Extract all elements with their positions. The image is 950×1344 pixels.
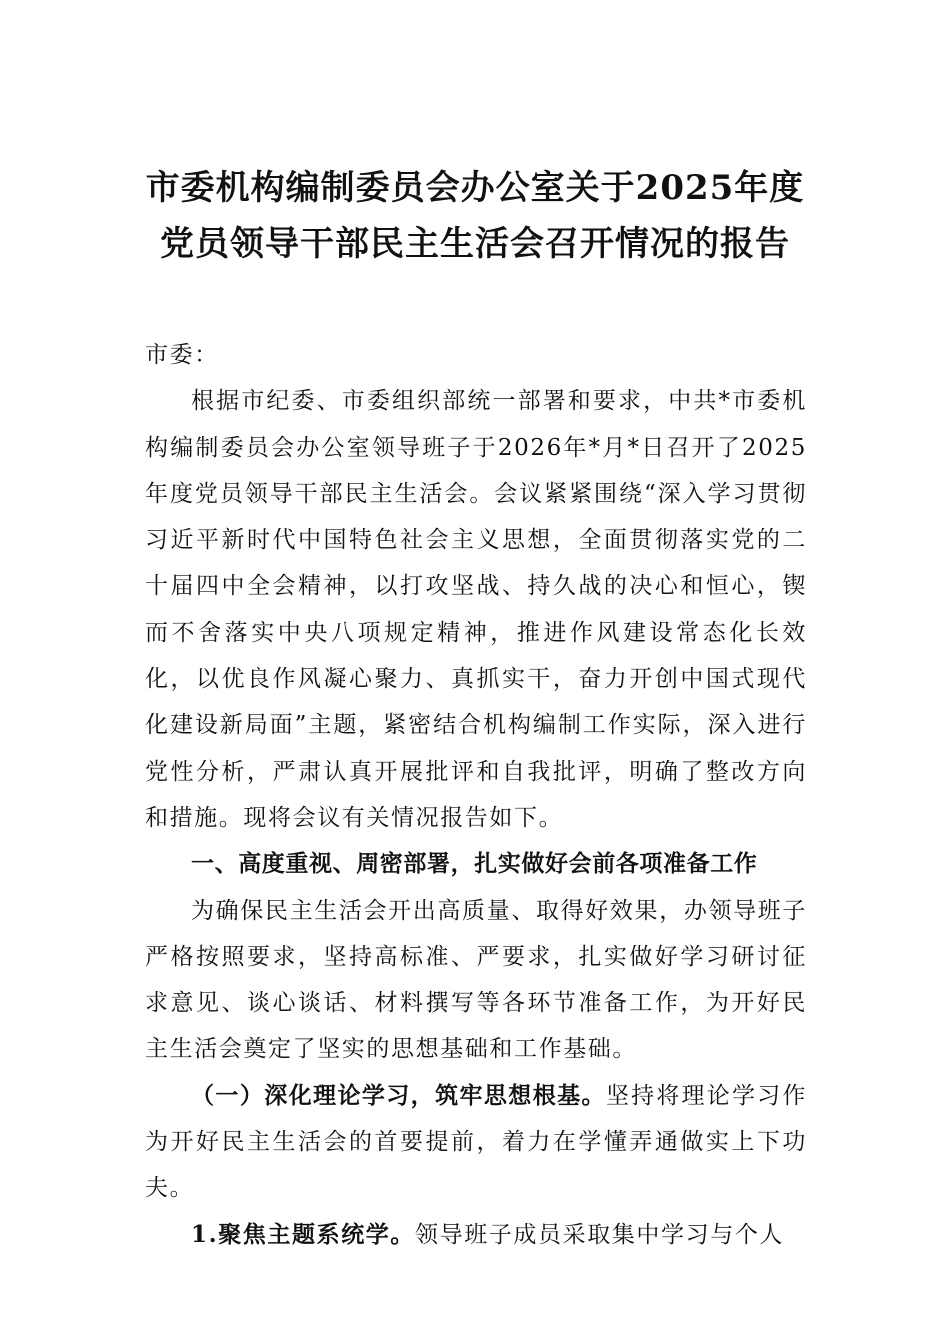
intro-paragraph: 根据市纪委、市委组织部统一部署和要求，中共*市委机构编制委员会办公室领导班子于2026年*月*日召开了2025年度党员领导干部民主生活会。会议紧紧围绕“深入学习贯彻习近平新时代中国特色社会主义思想，全面贯彻落实党的二十届四中全会精神，以打攻坚战、持久战的决心和恒心，锲而不舍落实中央八项规定精神，推进作风建设常态化长效化，以优良作风凝心聚力、真抓实干，奋力开创中国式现代化建设新局面”主题，紧密结合机构编制工作实际，深入进行党性分析，严肃认真开展批评和自我批评，明确了整改方向和措施。现将会议有关情况报告如下。 (145, 388, 807, 831)
document-title (120, 160, 830, 272)
subsection-1-lead: （一）深化理论学习，筑牢思想根基。 (191, 1082, 606, 1109)
title-line-2: 党员领导干部民主生活会召开情况的报告 (160, 224, 790, 264)
item-1-text: 领导班子成员采取集中学习与个人 (415, 1221, 785, 1248)
section-1-heading: 一、高度重视、周密部署，扎实做好会前各项准备工作 (191, 851, 758, 878)
subsection-1-text: 坚持将理论学习作为开好民主生活会的首要提前，着力在学懂弄通做实上下功夫。 (145, 1082, 807, 1202)
salutation: 市委： (145, 342, 219, 368)
title-line-1: 市委机构编制委员会办公室关于2025年度 (145, 168, 805, 208)
item-1-lead: 1.聚焦主题系统学。 (191, 1220, 416, 1248)
document-body (145, 332, 807, 1258)
section-1-paragraph: 为确保民主生活会开出高质量、取得好效果，办领导班子严格按照要求，坚持高标准、严要求，扎实做好学习研讨征求意见、谈心谈话、材料撰写等各环节准备工作，为开好民主生活会奠定了坚实的思想基础和工作基础。 (145, 897, 807, 1063)
subsection-1-paragraph (145, 1073, 807, 1212)
item-1-paragraph (145, 1212, 807, 1258)
